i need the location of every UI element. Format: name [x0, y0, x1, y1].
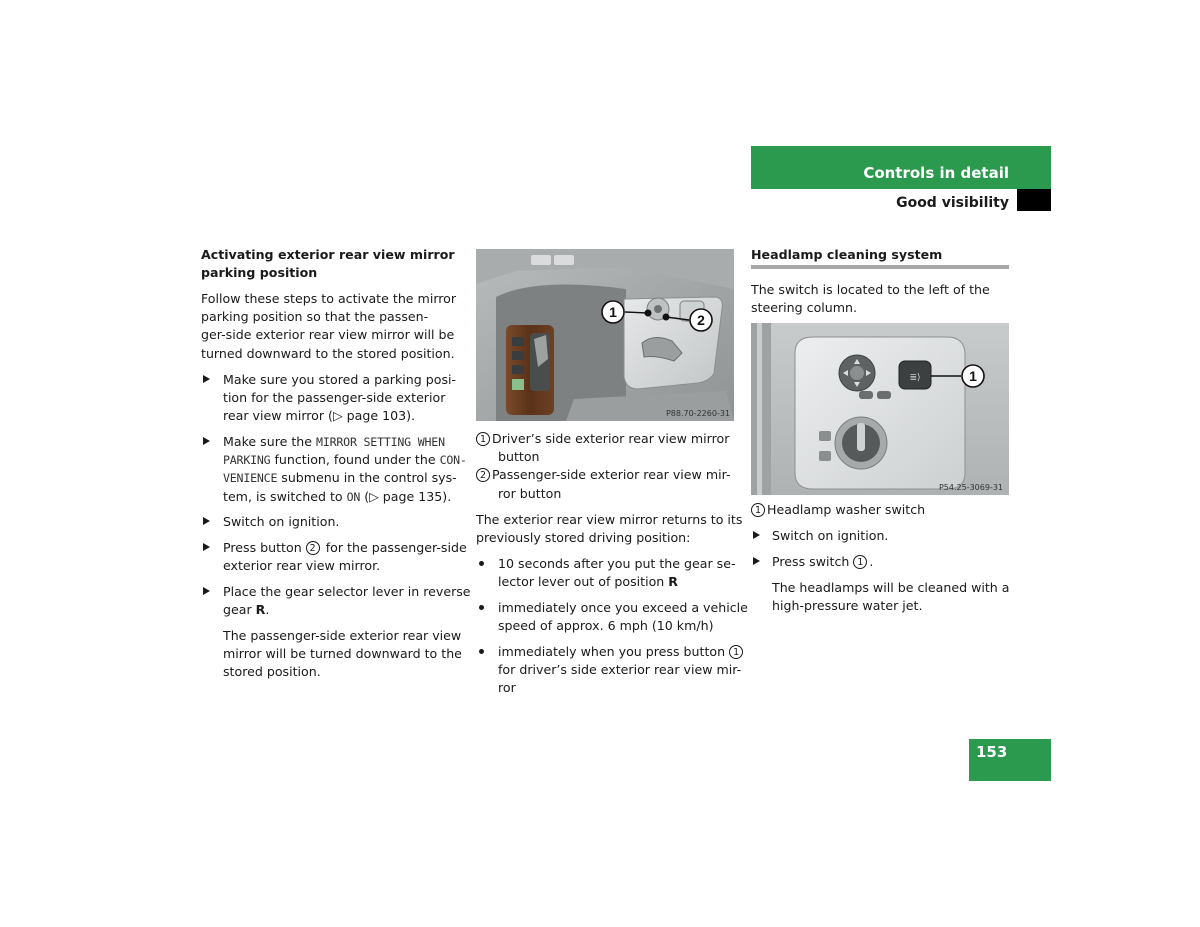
bullet-dot-icon [479, 605, 484, 610]
col3-heading: Headlamp cleaning system [751, 247, 943, 262]
step-arrow-icon [203, 543, 210, 551]
callout-1-label: 1 [969, 368, 977, 384]
col1-step1: Make sure you stored a parking posi- tion for the passenger-side exterior rear view mirror (▷ page 103). [223, 372, 457, 424]
col1-intro: Follow these steps to activate the mirror parking position so that the passen- ger-side exterior rear view mirror will be turned downward to the stored position. [201, 291, 457, 361]
col1-step5: Place the gear selector lever in reverse gear R. [223, 584, 471, 618]
col2-bullet2: immediately once you exceed a vehicle speed of approx. 6 mph (10 km/h) [498, 600, 748, 634]
col1-step2: Make sure the MIRROR SETTING WHEN PARKING function, found under the CON- VENIENCE submenu in the control sys- tem, is switched to ON (▷ page 135). [223, 434, 467, 504]
col1-step3: Switch on ignition. [223, 514, 340, 529]
col3-step1: Switch on ignition. [772, 528, 889, 543]
col1-result: The passenger-side exterior rear view mirror will be turned downward to the stored position. [223, 628, 462, 680]
callout-1-label: 1 [609, 304, 617, 320]
callout-2-label: 2 [697, 312, 705, 328]
col2-paragraph: The exterior rear view mirror returns to its previously stored driving position: [476, 512, 743, 546]
col2-bullet1: 10 seconds after you put the gear se- lector lever out of position R [498, 556, 736, 590]
svg-text:≣⟩: ≣⟩ [909, 373, 921, 383]
col3-legend: 1 Headlamp washer switch [751, 501, 925, 519]
step-arrow-icon [203, 517, 210, 525]
section-subtitle: Good visibility [896, 195, 1009, 211]
col1-step4: Press button 2 for the passenger-side exterior rear view mirror. [223, 540, 467, 574]
col2-legend: 1 Driver’s side exterior rear view mirror button 2 Passenger-side exterior rear view mir- ror button [476, 430, 731, 503]
door-mirror-controls-photo [476, 249, 734, 421]
col2-bullet3: immediately when you press button 1 for driver’s side exterior rear view mir- ror [498, 644, 742, 696]
col3-intro: The switch is located to the left of the steering column. [751, 282, 990, 316]
page-number: 153 [976, 743, 1008, 761]
callout-number: 2 [306, 541, 320, 555]
col3-step2: Press switch 1 . [772, 554, 874, 569]
step-arrow-icon [753, 557, 760, 565]
section-title: Controls in detail [863, 164, 1009, 182]
photo-code: P54.25-3069-31 [938, 483, 1003, 492]
step-arrow-icon [203, 587, 210, 595]
col1-heading: Activating exterior rear view mirror parking position [201, 247, 455, 281]
bullet-dot-icon [479, 561, 484, 566]
photo-code: P88.70-2260-31 [665, 409, 730, 418]
step-arrow-icon [203, 375, 210, 383]
header-black-tab [1017, 189, 1051, 211]
headlamp-switch-photo [751, 323, 1009, 495]
step-arrow-icon [203, 437, 210, 445]
step-arrow-icon [753, 531, 760, 539]
heading-rule [751, 265, 1009, 269]
col3-result: The headlamps will be cleaned with a high-pressure water jet. [772, 580, 1010, 614]
bullet-dot-icon [479, 649, 484, 654]
